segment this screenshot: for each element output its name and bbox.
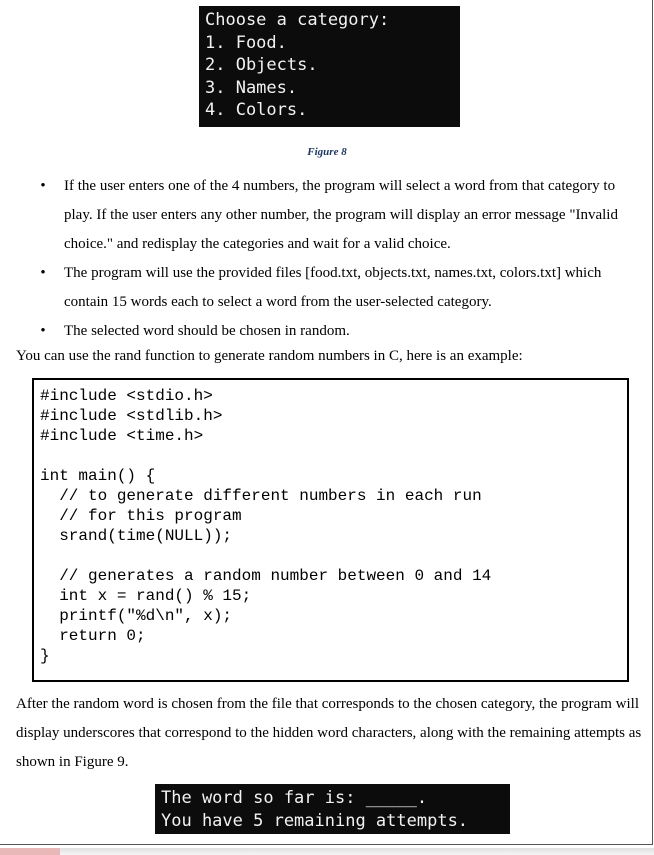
code-line [40,546,627,566]
bullet-icon: • [40,178,46,194]
code-line: srand(time(NULL)); [40,527,233,545]
terminal-line: 3. Names. [205,77,298,98]
page-bottom-edge [0,848,654,855]
figure-caption: Figure 8 [307,146,347,158]
terminal-line: 1. Food. [205,32,287,53]
code-line: #include <time.h> [40,427,204,445]
code-example [32,378,629,682]
code-line: int main() { [40,467,156,485]
list-item [36,172,646,259]
bullet-icon: • [40,265,46,281]
terminal-line: The word so far is: _____. [161,788,428,808]
list-item-text: The program will use the provided files [food.txt, objects.txt, names.txt, colors.txt] which contain 15 words each to select a word from the user-selected category. [64,265,602,310]
terminal-line: 4. Colors. [205,100,308,120]
code-line: #include <stdio.h> [40,387,213,405]
code-line: // for this program [40,507,242,525]
bullet-icon: • [40,323,46,339]
after-code-paragraph: After the random word is chosen from the file that corresponds to the chosen category, the program will display underscores that correspond to the hidden word characters, along with the remaining attempts as shown in Figure 9. [16,696,642,770]
code-line: return 0; [40,627,146,645]
list-item-text: The selected word should be chosen in random. [64,323,350,339]
list-item [36,259,646,317]
terminal-line: Choose a category: [205,10,390,30]
rand-intro-paragraph: You can use the rand function to generate random numbers in C, here is an example: [16,348,523,364]
terminal-line: 2. Objects. [205,55,318,75]
requirements-list [36,172,646,346]
word-progress-screenshot [155,784,510,834]
code-line [40,446,627,466]
code-line: printf("%d\n", x); [40,607,233,625]
list-item-text: If the user enters one of the 4 numbers, the program will select a word from that category to play. If the user enters any other number, the program will display an error message "Invalid choice." and redisplay the categories and wait for a valid choice. [64,178,618,252]
code-line: // to generate different numbers in each run [40,487,482,505]
code-line: #include <stdlib.h> [40,407,223,425]
terminal-line: You have 5 remaining attempts. [161,810,469,831]
category-menu-screenshot [199,6,460,127]
code-line: int x = rand() % 15; [40,587,252,605]
code-line: } [40,647,50,665]
code-line: // generates a random number between 0 and 14 [40,567,492,585]
page-bottom-marker [0,848,60,855]
